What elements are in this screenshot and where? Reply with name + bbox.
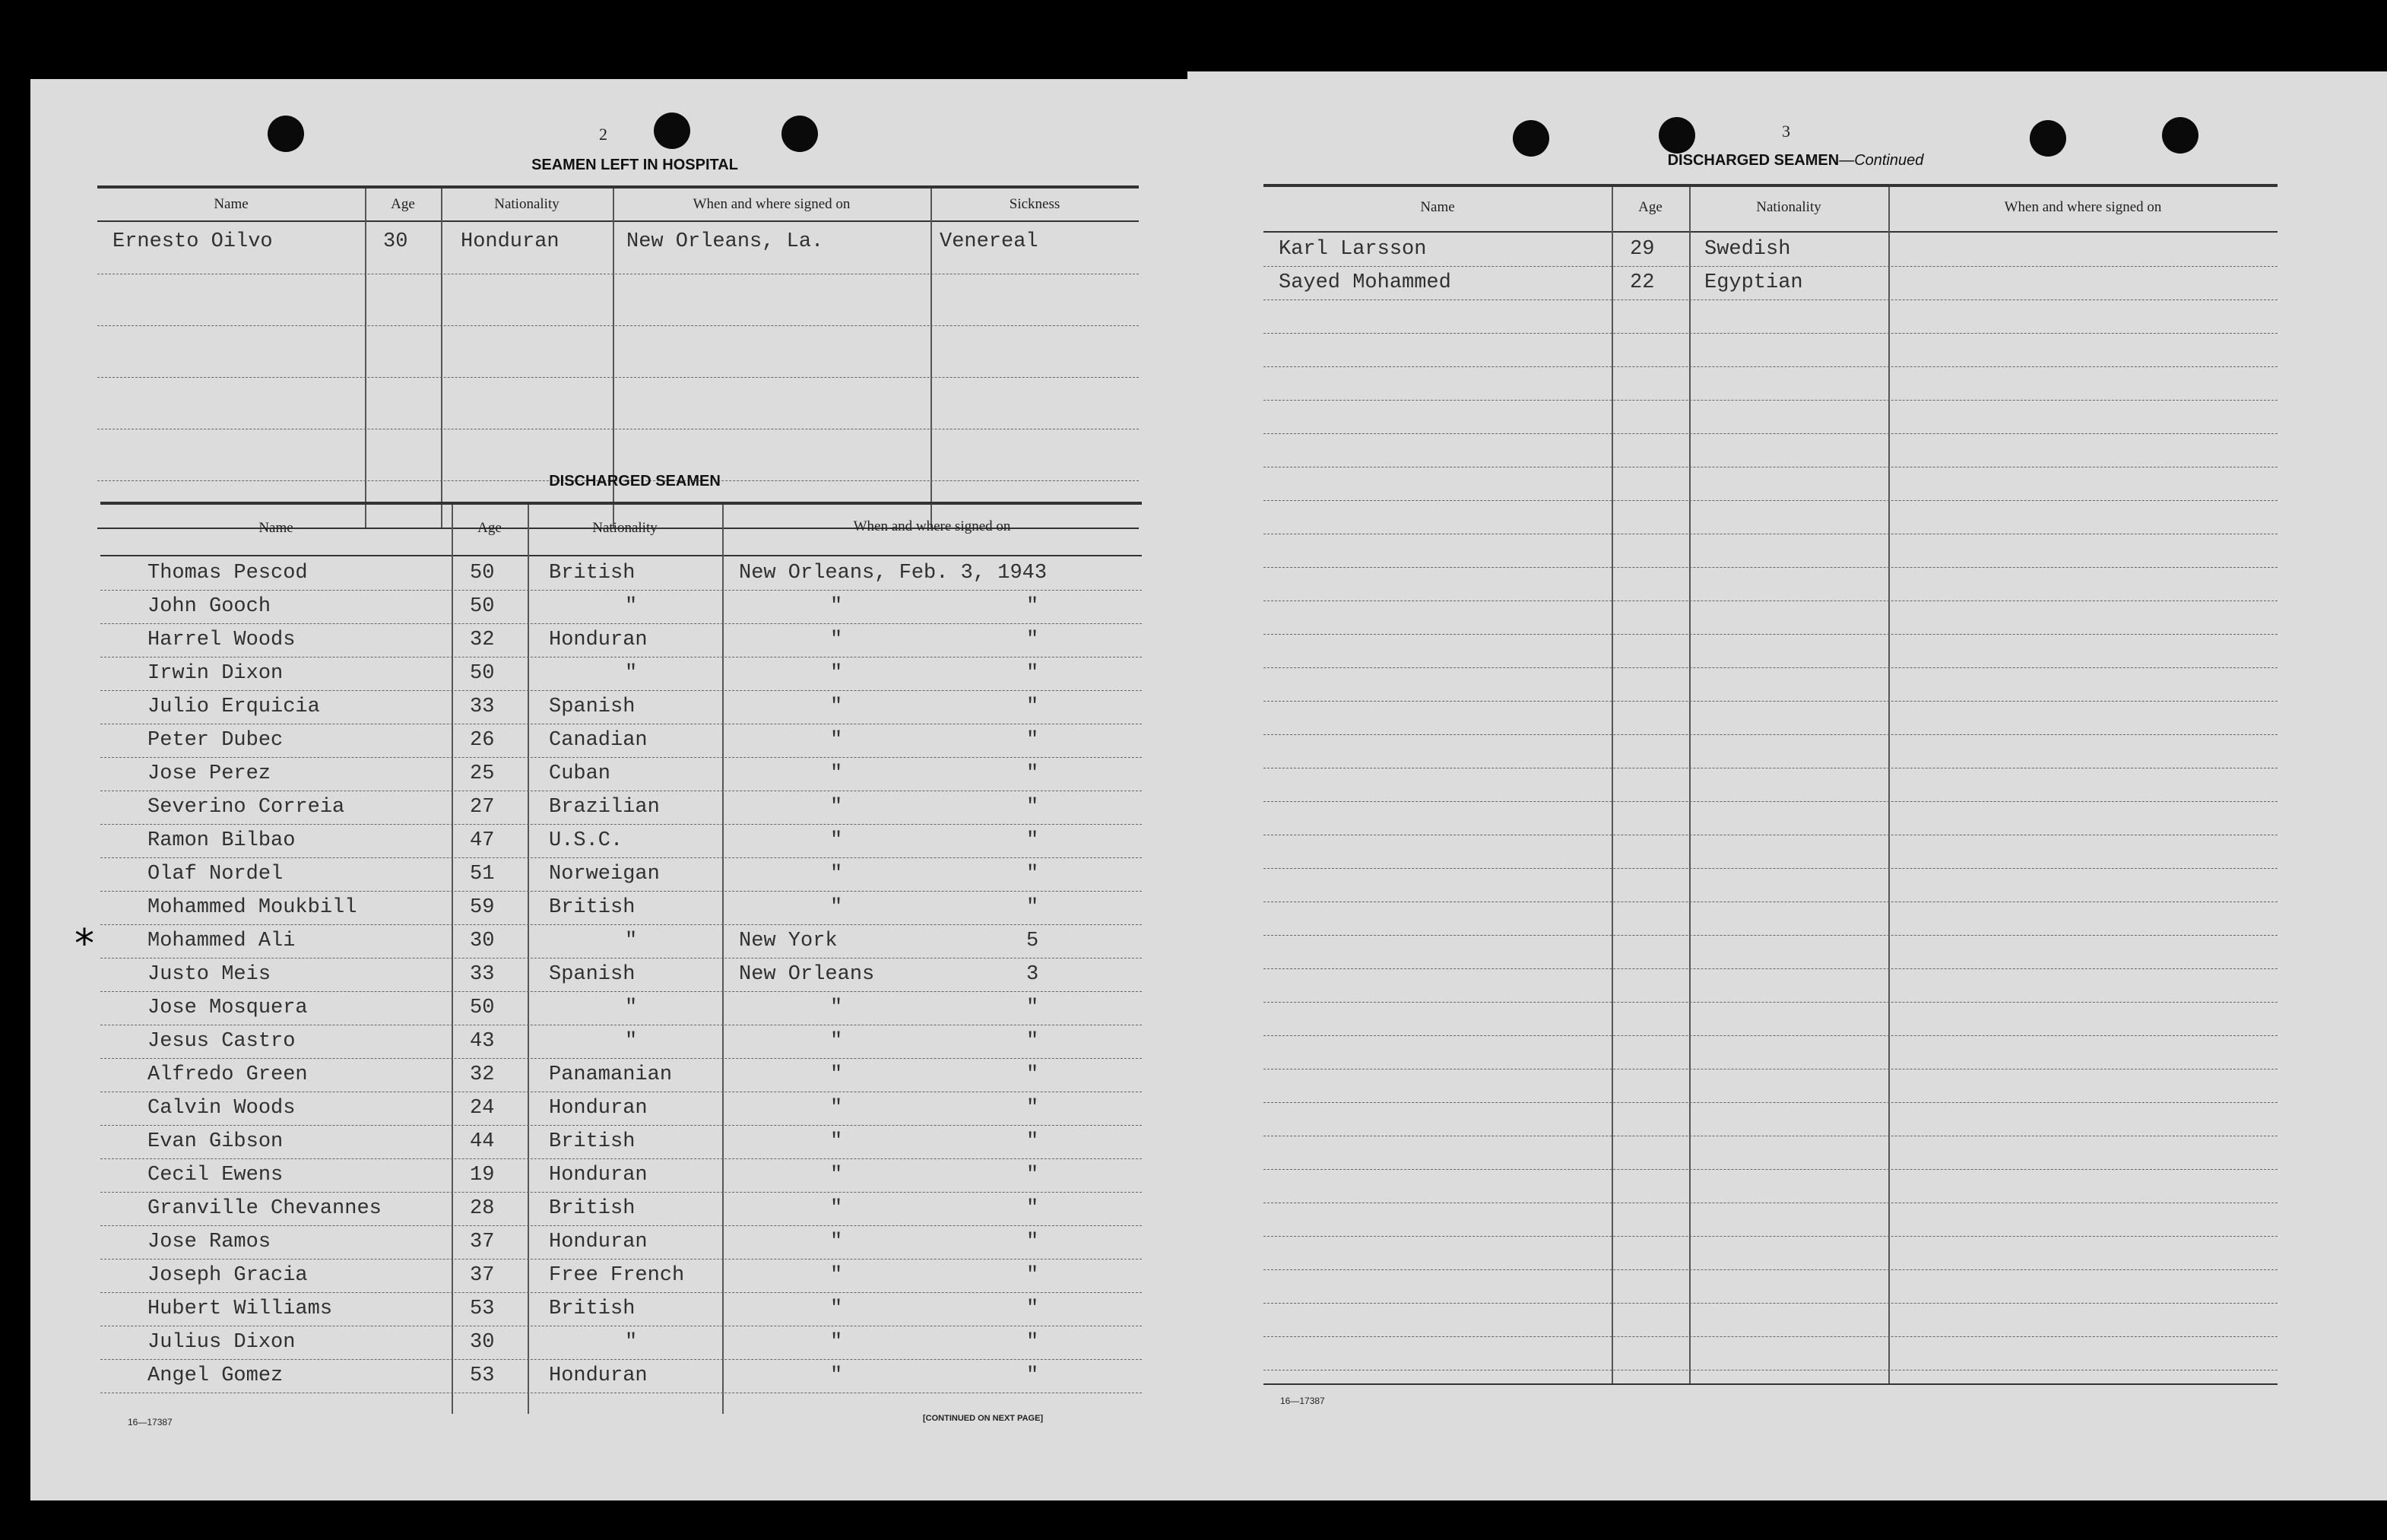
discharged-name-cell: Mohammed Ali [147, 930, 296, 952]
discharged-name-cell: Jesus Castro [147, 1030, 296, 1053]
continued-note: [CONTINUED ON NEXT PAGE] [923, 1414, 1044, 1423]
discharged-nationality-cell: U.S.C. [549, 829, 623, 852]
discharged-age-cell: 50 [470, 997, 495, 1019]
continued-name-cell: Sayed Mohammed [1279, 271, 1451, 294]
discharged-nationality-cell: British [549, 896, 636, 919]
discharged-nationality-cell: British [549, 1298, 636, 1320]
hospital-sickness-cell: Venereal [940, 230, 1038, 253]
discharged-date-cell: " [1026, 1264, 1039, 1287]
column-header-signed-on: When and where signed on [2004, 199, 2162, 215]
discharged-name-cell: Severino Correia [147, 796, 345, 819]
right-page [1187, 71, 2387, 1500]
discharged-age-cell: 44 [470, 1130, 495, 1153]
discharged-nationality-cell: Honduran [549, 629, 648, 651]
discharged-place-cell: " [830, 796, 843, 819]
discharged-date-cell: " [1026, 1231, 1039, 1253]
discharged-place-cell: New York [739, 930, 838, 952]
row-divider [1263, 1269, 2278, 1270]
discharged-date-cell: " [1026, 829, 1039, 852]
discharged-date-cell: " [1026, 1331, 1039, 1354]
discharged-name-cell: Harrel Woods [147, 629, 296, 651]
discharged-nationality-cell: " [625, 595, 638, 618]
row-divider [1263, 600, 2278, 601]
discharged-continued-table [1263, 184, 2278, 1385]
discharged-nationality-cell: " [625, 662, 638, 685]
column-header-signed-on: When and where signed on [853, 518, 1011, 534]
discharged-nationality-cell: Norweigan [549, 863, 660, 886]
discharged-place-cell: " [830, 1331, 843, 1354]
discharged-place-cell: " [830, 762, 843, 785]
row-divider [1263, 1169, 2278, 1170]
discharged-name-cell: Granville Chevannes [147, 1197, 382, 1220]
discharged-name-cell: Peter Dubec [147, 729, 284, 752]
discharged-place-cell: " [830, 1231, 843, 1253]
row-divider [1263, 868, 2278, 869]
discharged-nationality-cell: Honduran [549, 1097, 648, 1120]
hospital-nationality-cell: Honduran [461, 230, 560, 253]
discharged-place-cell: " [830, 1298, 843, 1320]
discharged-name-cell: Angel Gomez [147, 1364, 284, 1387]
hospital-title: SEAMEN LEFT IN HOSPITAL [531, 157, 738, 173]
discharged-date-cell: " [1026, 629, 1039, 651]
discharged-nationality-cell: Honduran [549, 1364, 648, 1387]
hospital-signed-on-cell: New Orleans, La. [626, 230, 824, 253]
discharged-place-cell: " [830, 595, 843, 618]
row-divider [1263, 1102, 2278, 1103]
column-header-nationality: Nationality [592, 520, 658, 536]
row-divider [1263, 299, 2278, 300]
row-divider [1263, 734, 2278, 735]
discharged-date-cell: " [1026, 1130, 1039, 1153]
discharged-date-cell: " [1026, 1030, 1039, 1053]
discharged-age-cell: 43 [470, 1030, 495, 1053]
column-header-name: Name [1420, 199, 1455, 215]
discharged-date-cell: " [1026, 1097, 1039, 1120]
discharged-age-cell: 32 [470, 1063, 495, 1086]
discharged-name-cell: Olaf Nordel [147, 863, 284, 886]
discharged-age-cell: 24 [470, 1097, 495, 1120]
discharged-place-cell: " [830, 1030, 843, 1053]
title-text: DISCHARGED SEAMEN [1667, 152, 1840, 169]
continued-nationality-cell: Swedish [1704, 238, 1791, 261]
discharged-date-cell: 3 [1026, 963, 1039, 986]
punch-hole [2162, 117, 2198, 154]
discharged-nationality-cell: Spanish [549, 963, 636, 986]
discharged-table [100, 502, 1142, 1429]
discharged-age-cell: 50 [470, 562, 495, 585]
discharged-date-cell: " [1026, 696, 1039, 718]
discharged-place-cell: " [830, 829, 843, 852]
discharged-date-cell: " [1026, 863, 1039, 886]
discharged-age-cell: 50 [470, 595, 495, 618]
discharged-age-cell: 25 [470, 762, 495, 785]
discharged-age-cell: 33 [470, 963, 495, 986]
punch-hole [654, 112, 690, 149]
discharged-date-cell: " [1026, 662, 1039, 685]
row-divider [1263, 1035, 2278, 1036]
discharged-age-cell: 30 [470, 1331, 495, 1354]
discharged-age-cell: 59 [470, 896, 495, 919]
discharged-date-cell: " [1026, 896, 1039, 919]
discharged-place-cell: New Orleans, Feb. 3, 1943 [739, 562, 1048, 585]
discharged-place-cell: " [830, 1097, 843, 1120]
discharged-name-cell: Evan Gibson [147, 1130, 284, 1153]
column-header-age: Age [1638, 199, 1663, 215]
discharged-date-cell: " [1026, 1298, 1039, 1320]
discharged-name-cell: Cecil Ewens [147, 1164, 284, 1187]
discharged-place-cell: " [830, 629, 843, 651]
discharged-name-cell: Joseph Gracia [147, 1264, 308, 1287]
row-divider [1263, 634, 2278, 635]
discharged-age-cell: 28 [470, 1197, 495, 1220]
row-divider [1263, 667, 2278, 668]
discharged-age-cell: 27 [470, 796, 495, 819]
hospital-name-cell: Ernesto Oilvo [113, 230, 273, 253]
asterisk-mark: * [74, 921, 94, 967]
row-divider [1263, 968, 2278, 969]
discharged-age-cell: 53 [470, 1298, 495, 1320]
left-page [30, 79, 1189, 1500]
row-divider [97, 377, 1139, 378]
column-header-name: Name [214, 196, 249, 212]
discharged-nationality-cell: Spanish [549, 696, 636, 718]
form-number: 16—17387 [1280, 1396, 1325, 1406]
discharged-nationality-cell: " [625, 1331, 638, 1354]
discharged-date-cell: 5 [1026, 930, 1039, 952]
row-divider [1263, 1002, 2278, 1003]
discharged-place-cell: " [830, 1264, 843, 1287]
row-divider [1263, 400, 2278, 401]
discharged-age-cell: 53 [470, 1364, 495, 1387]
column-header-name: Name [258, 520, 293, 536]
row-divider [1263, 500, 2278, 501]
punch-hole [1659, 117, 1695, 154]
discharged-title: DISCHARGED SEAMEN [549, 473, 721, 490]
discharged-date-cell: " [1026, 1063, 1039, 1086]
column-header-nationality: Nationality [1756, 199, 1821, 215]
hospital-age-cell: 30 [383, 230, 408, 253]
discharged-nationality-cell: Brazilian [549, 796, 660, 819]
row-divider [1263, 366, 2278, 367]
discharged-name-cell: Jose Mosquera [147, 997, 308, 1019]
row-divider [1263, 1236, 2278, 1237]
discharged-place-cell: " [830, 696, 843, 718]
discharged-name-cell: John Gooch [147, 595, 271, 618]
row-divider [1263, 567, 2278, 568]
continued-age-cell: 22 [1630, 271, 1655, 294]
discharged-name-cell: Mohammed Moukbill [147, 896, 357, 919]
discharged-age-cell: 32 [470, 629, 495, 651]
continued-age-cell: 29 [1630, 238, 1655, 261]
discharged-nationality-cell: Canadian [549, 729, 648, 752]
page-number: 3 [1782, 122, 1790, 141]
discharged-name-cell: Jose Perez [147, 762, 271, 785]
column-header-age: Age [477, 520, 502, 536]
discharged-nationality-cell: " [625, 1030, 638, 1053]
row-divider [1263, 1336, 2278, 1337]
discharged-name-cell: Julio Erquicia [147, 696, 320, 718]
discharged-age-cell: 47 [470, 829, 495, 852]
row-divider [1263, 701, 2278, 702]
discharged-age-cell: 37 [470, 1264, 495, 1287]
form-number: 16—17387 [128, 1417, 173, 1428]
discharged-nationality-cell: Cuban [549, 762, 611, 785]
punch-hole [781, 116, 818, 152]
column-header-age: Age [391, 196, 415, 212]
discharged-name-cell: Justo Meis [147, 963, 271, 986]
discharged-age-cell: 50 [470, 662, 495, 685]
discharged-place-cell: " [830, 729, 843, 752]
discharged-continued-title [1568, 152, 2024, 170]
discharged-nationality-cell: " [625, 930, 638, 952]
discharged-nationality-cell: British [549, 1197, 636, 1220]
row-divider [1263, 333, 2278, 334]
discharged-name-cell: Ramon Bilbao [147, 829, 296, 852]
row-divider [97, 325, 1139, 326]
discharged-date-cell: " [1026, 1364, 1039, 1387]
discharged-name-cell: Thomas Pescod [147, 562, 308, 585]
discharged-age-cell: 26 [470, 729, 495, 752]
punch-hole [268, 116, 304, 152]
discharged-age-cell: 33 [470, 696, 495, 718]
row-divider [1263, 433, 2278, 434]
discharged-age-cell: 30 [470, 930, 495, 952]
title-suffix: —Continued [1839, 152, 1924, 169]
discharged-nationality-cell: Honduran [549, 1164, 648, 1187]
discharged-nationality-cell: Panamanian [549, 1063, 673, 1086]
column-header-signed-on: When and where signed on [693, 196, 851, 212]
discharged-date-cell: " [1026, 595, 1039, 618]
discharged-name-cell: Jose Ramos [147, 1231, 271, 1253]
discharged-date-cell: " [1026, 796, 1039, 819]
discharged-name-cell: Irwin Dixon [147, 662, 284, 685]
discharged-date-cell: " [1026, 997, 1039, 1019]
discharged-date-cell: " [1026, 1197, 1039, 1220]
discharged-name-cell: Alfredo Green [147, 1063, 308, 1086]
row-divider [1263, 935, 2278, 936]
discharged-nationality-cell: " [625, 997, 638, 1019]
discharged-place-cell: " [830, 1164, 843, 1187]
discharged-age-cell: 19 [470, 1164, 495, 1187]
continued-nationality-cell: Egyptian [1704, 271, 1803, 294]
discharged-age-cell: 37 [470, 1231, 495, 1253]
discharged-date-cell: " [1026, 1164, 1039, 1187]
punch-hole [1513, 120, 1549, 157]
discharged-nationality-cell: Free French [549, 1264, 685, 1287]
discharged-date-cell: " [1026, 762, 1039, 785]
discharged-date-cell: " [1026, 729, 1039, 752]
continued-name-cell: Karl Larsson [1279, 238, 1427, 261]
discharged-place-cell: " [830, 1130, 843, 1153]
discharged-age-cell: 51 [470, 863, 495, 886]
column-header-sickness: Sickness [1009, 196, 1060, 212]
discharged-place-cell: " [830, 863, 843, 886]
discharged-nationality-cell: British [549, 562, 636, 585]
discharged-place-cell: " [830, 896, 843, 919]
page-number: 2 [599, 125, 607, 144]
row-divider [1263, 801, 2278, 802]
discharged-place-cell: " [830, 1063, 843, 1086]
discharged-name-cell: Hubert Williams [147, 1298, 333, 1320]
discharged-nationality-cell: British [549, 1130, 636, 1153]
discharged-name-cell: Julius Dixon [147, 1331, 296, 1354]
discharged-nationality-cell: Honduran [549, 1231, 648, 1253]
punch-hole [2030, 120, 2066, 157]
discharged-name-cell: Calvin Woods [147, 1097, 296, 1120]
discharged-place-cell: " [830, 662, 843, 685]
row-divider [1263, 1303, 2278, 1304]
column-header-nationality: Nationality [494, 196, 560, 212]
discharged-place-cell: " [830, 997, 843, 1019]
discharged-place-cell: " [830, 1197, 843, 1220]
discharged-place-cell: New Orleans [739, 963, 875, 986]
discharged-place-cell: " [830, 1364, 843, 1387]
